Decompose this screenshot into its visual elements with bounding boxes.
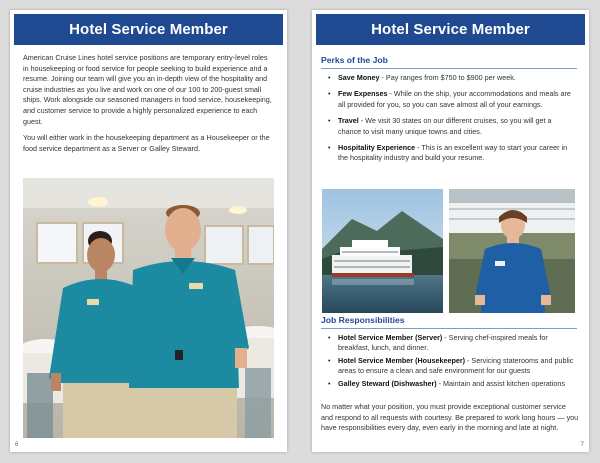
intro-paragraph-2: You will either work in the housekeeping department as a Housekeeper or the food service department as a Server or Galley Steward. xyxy=(23,133,270,153)
perk-item xyxy=(326,89,576,110)
perk-title: Travel xyxy=(338,116,359,126)
perk-text: - We visit 30 states on our different cruises, so you will get a chance to visit many unique towns and cities. xyxy=(338,116,552,136)
job-title: Hotel Service Member (Housekeeper) xyxy=(338,355,466,365)
perk-title: Hospitality Experience xyxy=(338,143,416,153)
staff-photo xyxy=(449,189,575,313)
closing-paragraph: No matter what your position, you must provide exceptional customer service and respond to all requests with courtesy. Be prepared to work long hours — you have responsibilities every day, even early in the morning and late at night. xyxy=(321,402,579,433)
intro-text xyxy=(23,53,275,160)
jobs-list xyxy=(326,333,576,391)
job-title: Hotel Service Member (Server) xyxy=(338,333,443,342)
jobs-heading: Job Responsibilities xyxy=(321,315,577,329)
page-number-left: 6 xyxy=(15,442,19,448)
perks-heading: Perks of the Job xyxy=(321,55,577,69)
crew-photo xyxy=(23,178,274,438)
ship-photo-illustration xyxy=(322,189,443,313)
left-page-banner: Hotel Service Member xyxy=(14,14,283,45)
ship-photo xyxy=(322,189,443,313)
perk-item xyxy=(326,116,576,137)
job-item xyxy=(326,333,576,354)
perk-text: - Pay ranges from $750 to $900 per week. xyxy=(379,73,516,82)
staff-photo-illustration xyxy=(449,189,575,313)
job-text: - Servicing staterooms and public areas to ensure a clean and safe environment for our guests xyxy=(338,355,574,376)
job-item xyxy=(326,356,576,377)
job-item xyxy=(326,379,576,389)
perk-text: - While on the ship, your accommodations and meals are all provided for you, so you can save almost all of your earnings. xyxy=(338,89,571,109)
job-text: - Serving chef-inspired meals for breakfast, lunch, and dinner. xyxy=(338,333,548,353)
page-number-right: 7 xyxy=(580,442,584,448)
perk-item xyxy=(326,143,576,164)
perk-title: Few Expenses xyxy=(338,89,388,99)
perk-text: - This is an excellent way to start your career in the hospitality industry and build your resume. xyxy=(338,143,568,163)
job-title: Galley Steward (Dishwasher) xyxy=(338,378,437,388)
right-page xyxy=(312,10,589,452)
right-page-banner: Hotel Service Member xyxy=(316,14,585,45)
perks-list xyxy=(326,73,576,170)
perk-item xyxy=(326,73,576,83)
intro-paragraph-1: American Cruise Lines hotel service positions are temporary entry-level roles in housekeeping or food service for people seeking to build experience and a resume. Joining our team will give you an in-depth view of the hospitality and cruise industries as you live and work on one of our 100 to 200-guest small ships. Work alongside our seasoned managers in food service, housekeeping, and customer service to provide a highly personalized experience to each guest. xyxy=(23,53,272,126)
job-text: - Maintain and assist kitchen operations xyxy=(436,378,565,388)
perk-title: Save Money xyxy=(338,73,380,82)
crew-photo-illustration xyxy=(23,178,274,438)
left-page xyxy=(10,10,287,452)
